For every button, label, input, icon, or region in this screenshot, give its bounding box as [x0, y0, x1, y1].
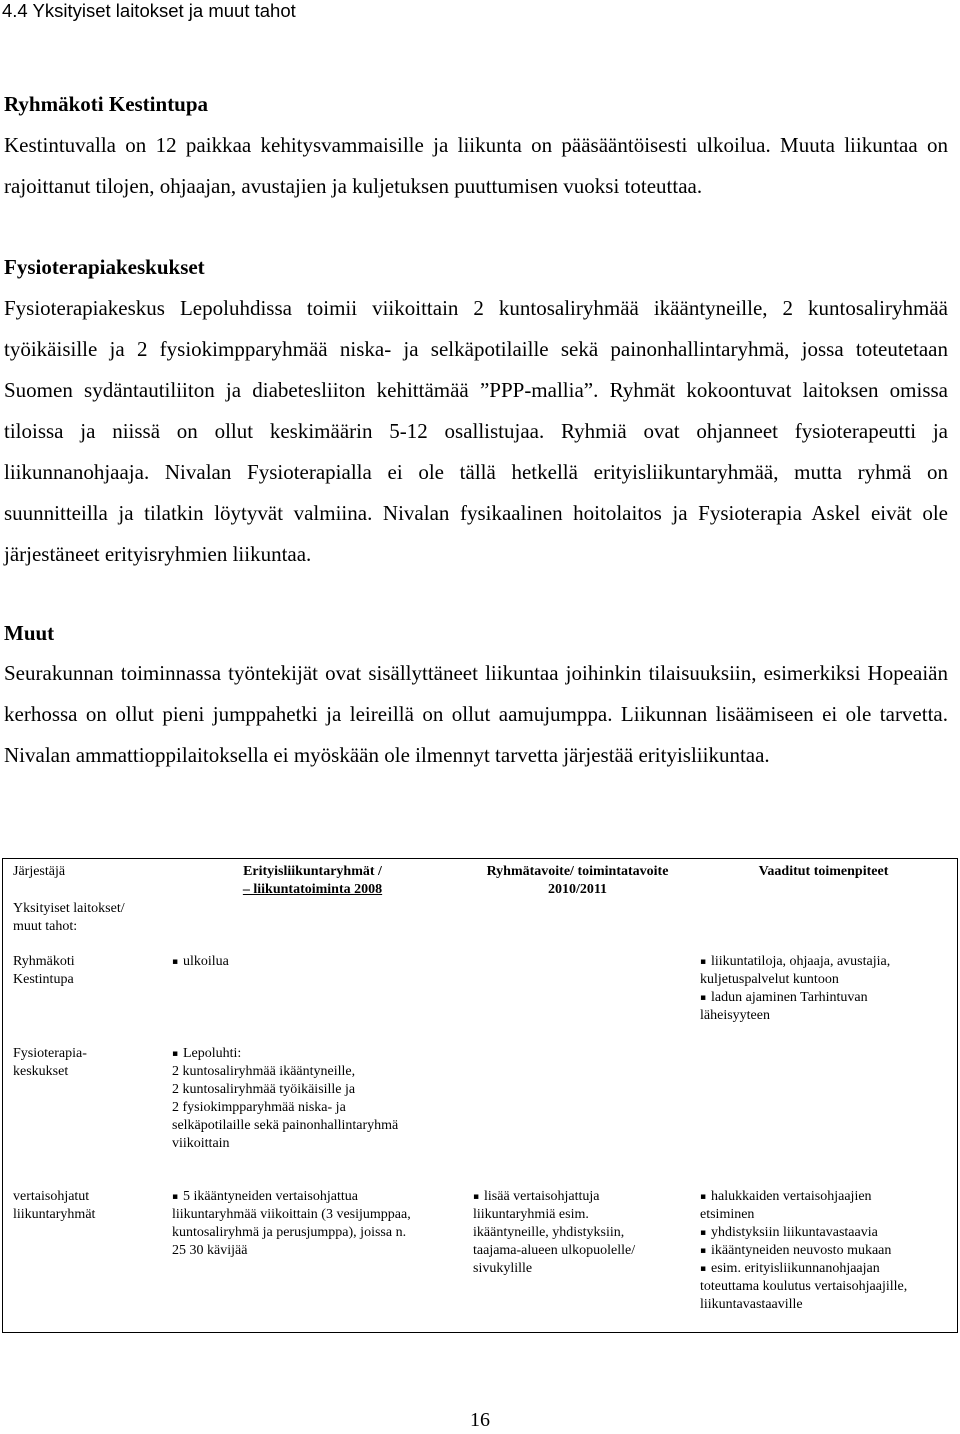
bullet-line: 25 30 kävijää	[172, 1243, 248, 1258]
header-goals-line: Ryhmätavoite/ toimintatavoite	[486, 864, 669, 879]
bullet-line: liikuntavastaaville	[700, 1297, 803, 1312]
cell-goals	[465, 1041, 690, 1184]
bullet-item	[700, 1224, 957, 1242]
subsection-title-fysioterapia: Fysioterapiakeskukset	[4, 255, 205, 279]
header-goals	[465, 859, 690, 949]
header-organizer-subtitle-line: Yksityiset laitokset/	[13, 901, 125, 916]
bullet-line: ikääntyneille, yhdistyksiin,	[473, 1225, 625, 1240]
header-organizer	[3, 859, 160, 949]
activity-table	[2, 858, 958, 1333]
bullet-line: ▪ ladun ajaminen Tarhintuvan	[700, 989, 957, 1007]
bullet-line: ▪ ikääntyneiden neuvosto mukaan	[700, 1242, 957, 1260]
bullet-item	[172, 1188, 465, 1260]
header-activities	[160, 859, 465, 949]
bullet-line: ▪ esim. erityisliikunnanohjaajan	[700, 1260, 957, 1278]
organizer-line: Fysioterapia-	[13, 1046, 87, 1061]
bullet-line: sivukylille	[473, 1261, 533, 1276]
header-goals-line: 2010/2011	[547, 882, 608, 897]
header-actions	[690, 859, 957, 949]
cell-organizer	[3, 1184, 160, 1332]
cell-goals	[465, 949, 690, 1041]
bullet-line: läheisyyteen	[700, 1008, 770, 1023]
organizer-line: keskukset	[13, 1064, 69, 1079]
organizer-line: Kestintupa	[13, 972, 74, 987]
bullet-item	[700, 989, 957, 1025]
bullet-line: 2 kuntosaliryhmää työikäisille ja	[172, 1082, 356, 1097]
bullet-item	[172, 953, 465, 971]
bullet-item	[700, 1188, 957, 1224]
cell-organizer	[3, 1041, 160, 1184]
header-activities-line: Erityisliikuntaryhmät /	[243, 864, 382, 879]
subsection-body-fysioterapia: Fysioterapiakeskus Lepoluhdissa toimii viikoittain 2 kuntosaliryhmää ikääntyneille, 2 kuntosaliryhmää työikäisille ja 2 fysiokimpparyhmää niska- ja selkäpotilaille sekä painonhallintaryhmä, jossa toteutetaan Suomen sydäntautiliiton ja diabetesliiton kehittämää ”PPP-mallia”. Ryhmät kokoontuvat laitoksen omissa tiloissa ja niissä on ollut keskimäärin 5-12 osallistujaa. Ryhmiä ovat ohjanneet fysioterapeutti ja liikunnanohjaaja. Nivalan Fysioterapialla ei ole tällä hetkellä erityisliikuntaryhmää, mutta ryhmä on suunnitteilla ja tilatkin löytyvät valmiina. Nivalan fysikaalinen hoitolaitos ja Fysioterapia Askel eivät ole järjestäneet erityisryhmien liikuntaa.	[4, 296, 948, 566]
cell-actions	[690, 1184, 957, 1332]
bullet-item	[700, 1242, 957, 1260]
header-activities-line: – liikuntatoiminta 2008	[242, 882, 383, 897]
page-number: 16	[470, 1409, 490, 1431]
cell-activities	[160, 1184, 465, 1332]
bullet-line: ▪ yhdistyksiin liikuntavastaavia	[700, 1224, 957, 1242]
bullet-item	[172, 1045, 465, 1153]
bullet-item	[700, 1260, 957, 1314]
bullet-line: toteuttama koulutus vertaisohjaajille,	[700, 1279, 908, 1294]
organizer-line: vertaisohjatut	[13, 1189, 90, 1204]
cell-goals	[465, 1184, 690, 1332]
cell-activities	[160, 1041, 465, 1184]
bullet-line: liikuntaryhmää viikoittain (3 vesijumppaa,	[172, 1207, 411, 1222]
bullet-line: kuljetuspalvelut kuntoon	[700, 972, 839, 987]
bullet-line: ▪ ulkoilua	[172, 953, 465, 971]
bullet-line: ▪ liikuntatiloja, ohjaaja, avustajia,	[700, 953, 957, 971]
bullet-line: liikuntaryhmiä esim.	[473, 1207, 589, 1222]
cell-actions	[690, 1041, 957, 1184]
organizer-line: Ryhmäkoti	[13, 954, 75, 969]
header-organizer-subtitle	[13, 900, 160, 936]
cell-activities	[160, 949, 465, 1041]
subsection-body-ryhmakoti: Kestintuvalla on 12 paikkaa kehitysvammaisille ja liikunta on pääsääntöisesti ulkoilua. Muuta liikuntaa on rajoittanut tilojen, ohjaajan, avustajien ja kuljetuksen puuttumisen vuoksi toteuttaa.	[4, 133, 948, 198]
bullet-item	[473, 1188, 690, 1278]
section-heading: 4.4 Yksityiset laitokset ja muut tahot	[2, 0, 296, 21]
subsection-body-muut: Seurakunnan toiminnassa työntekijät ovat sisällyttäneet liikuntaa joihinkin tilaisuuksiin, esimerkiksi Hopeaiän kerhossa on ollut pieni jumppahetki ja leireillä on ollut aamujumppa. Liikunnan lisäämiseen ei ole tarvetta. Nivalan ammattioppilaitoksella ei myöskään ole ilmennyt tarvetta järjestää erityisliikuntaa.	[4, 661, 948, 767]
bullet-line: ▪ lisää vertaisohjattuja	[473, 1188, 690, 1206]
subsection-title-ryhmakoti: Ryhmäkoti Kestintupa	[4, 92, 209, 116]
bullet-item	[700, 953, 957, 989]
bullet-line: etsiminen	[700, 1207, 755, 1222]
bullet-line: ▪ 5 ikääntyneiden vertaisohjattua	[172, 1188, 465, 1206]
bullet-line: ▪ halukkaiden vertaisohjaajien	[700, 1188, 957, 1206]
bullet-line: 2 kuntosaliryhmää ikääntyneille,	[172, 1064, 356, 1079]
bullet-line: kuntosaliryhmä ja perusjumppa), joissa n.	[172, 1225, 407, 1240]
bullet-line: viikoittain	[172, 1136, 230, 1151]
subsection-title-muut: Muut	[4, 621, 55, 645]
cell-actions	[690, 949, 957, 1041]
bullet-line: taajama-alueen ulkopuolelle/	[473, 1243, 636, 1258]
header-organizer-title: Järjestäjä	[13, 864, 66, 879]
header-actions-line: Vaaditut toimenpiteet	[758, 864, 889, 879]
bullet-line: 2 fysiokimpparyhmää niska- ja	[172, 1100, 346, 1115]
header-organizer-subtitle-line: muut tahot:	[13, 919, 78, 934]
organizer-line: liikuntaryhmät	[13, 1207, 96, 1222]
bullet-line: ▪ Lepoluhti:	[172, 1045, 465, 1063]
cell-organizer	[3, 949, 160, 1041]
bullet-line: selkäpotilaille sekä painonhallintaryhmä	[172, 1118, 399, 1133]
